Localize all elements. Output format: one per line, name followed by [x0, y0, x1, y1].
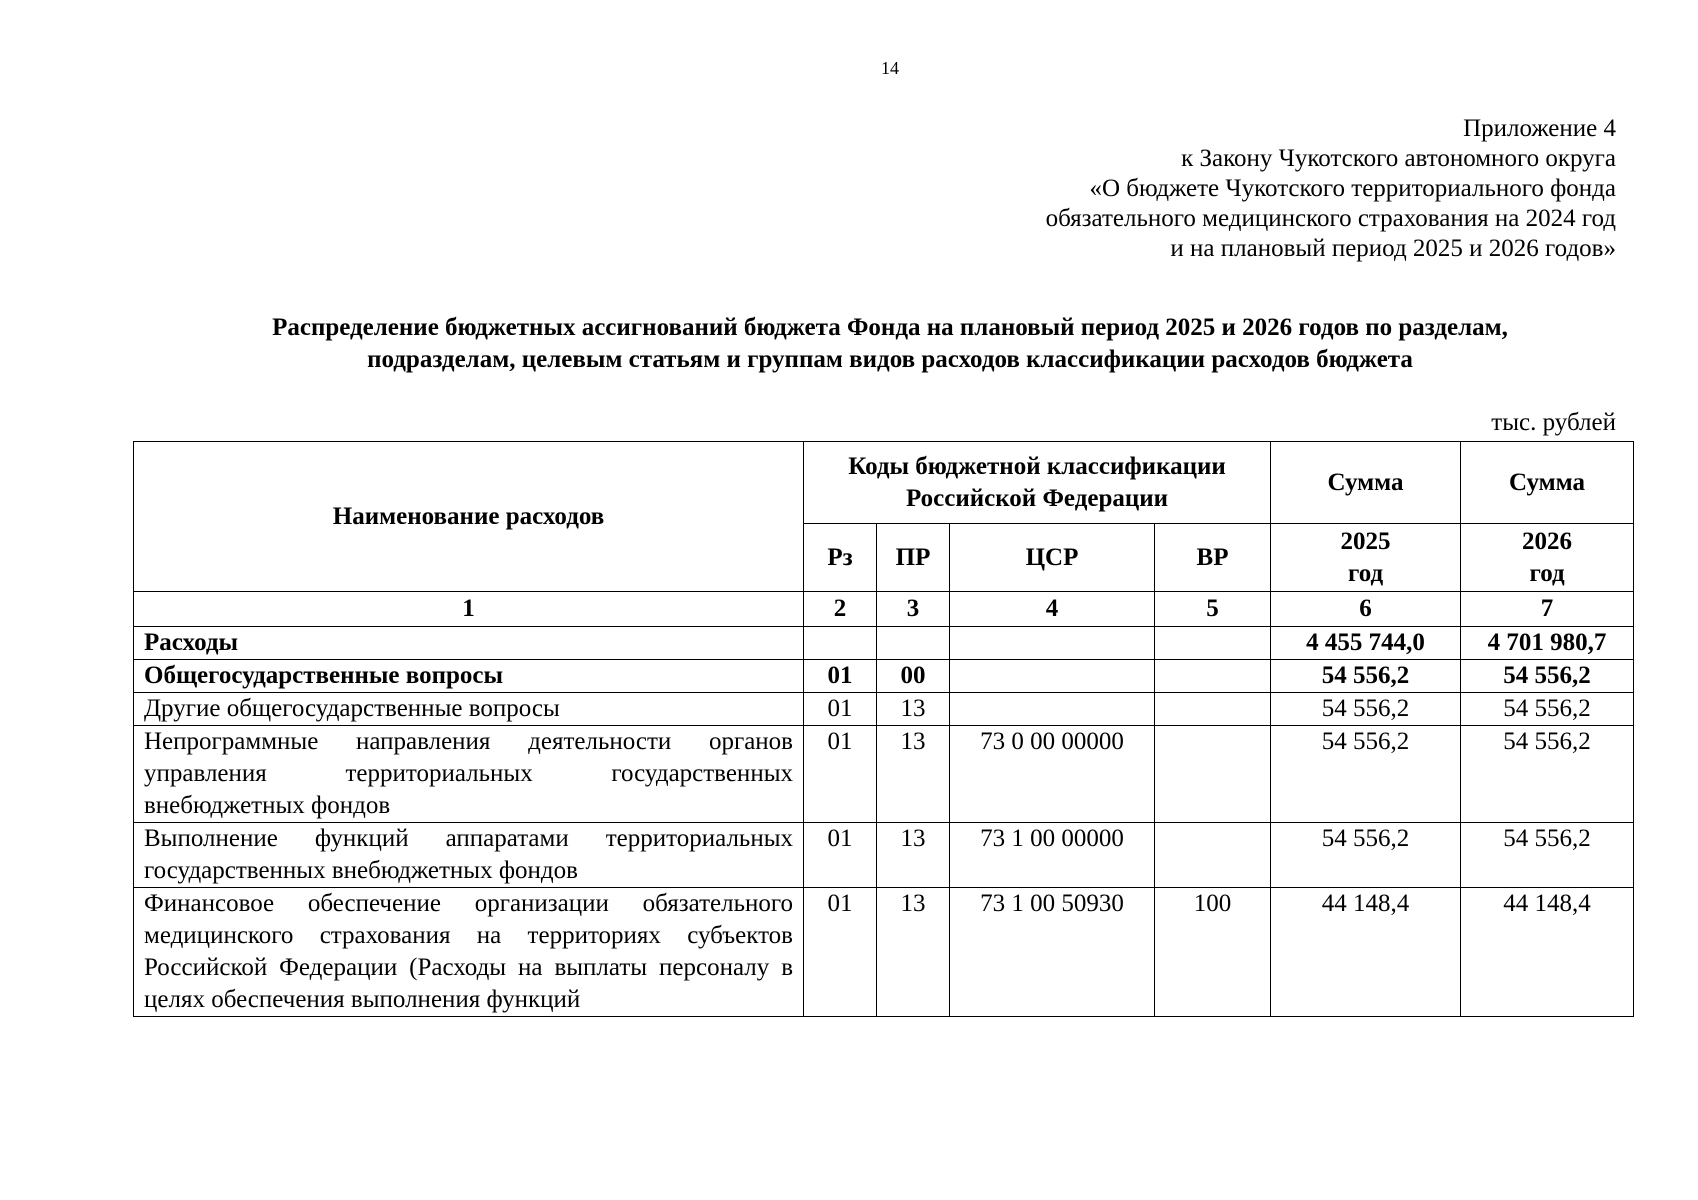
row-rz: 01: [804, 823, 877, 888]
row-rz: 01: [804, 693, 877, 726]
column-number: 7: [1461, 592, 1634, 627]
row-pr: [877, 627, 950, 660]
units-label: тыс. рублей: [1491, 409, 1616, 436]
row-amount-2025: 54 556,2: [1271, 823, 1461, 888]
row-amount-2025: 44 148,4: [1271, 888, 1461, 1017]
row-amount-2025: 4 455 744,0: [1271, 627, 1461, 660]
row-csr: 73 1 00 00000: [950, 823, 1155, 888]
table-row: [134, 660, 1634, 693]
row-csr: 73 1 00 50930: [950, 888, 1155, 1017]
column-number: 4: [950, 592, 1155, 627]
table-row: [134, 693, 1634, 726]
row-vr: [1155, 627, 1271, 660]
row-vr: [1155, 726, 1271, 823]
row-name: Финансовое обеспечение организации обязательного медицинского страхования на территориях субъектов Российской Федерации (Расходы на выплаты персоналу в целях обеспечения выполнения функций: [134, 888, 804, 1017]
row-amount-2025: 54 556,2: [1271, 693, 1461, 726]
year-line: 2025: [1340, 527, 1391, 555]
row-amount-2026: 54 556,2: [1461, 726, 1634, 823]
appendix-line: к Закону Чукотского автономного округа: [1181, 145, 1616, 172]
row-rz: [804, 627, 877, 660]
row-csr: [950, 660, 1155, 693]
header-csr: ЦСР: [950, 524, 1155, 592]
row-name: Непрограммные направления деятельности органов управления территориальных государственных внебюджетных фондов: [134, 726, 804, 823]
row-amount-2026: 54 556,2: [1461, 823, 1634, 888]
row-csr: [950, 627, 1155, 660]
row-amount-2026: 44 148,4: [1461, 888, 1634, 1017]
row-csr: 73 0 00 00000: [950, 726, 1155, 823]
table-row: [134, 888, 1634, 1017]
column-number-row: [134, 592, 1634, 627]
header-codes-line: Коды бюджетной классификации: [848, 452, 1226, 480]
column-number: 5: [1155, 592, 1271, 627]
row-amount-2026: 4 701 980,7: [1461, 627, 1634, 660]
row-pr: 13: [877, 888, 950, 1017]
title-line: Распределение бюджетных ассигнований бюджета Фонда на плановый период 2025 и 2026 годов по разделам,: [272, 314, 1508, 341]
row-name: Выполнение функций аппаратами территориальных государственных внебюджетных фондов: [134, 823, 804, 888]
header-name: Наименование расходов: [134, 442, 804, 592]
header-sum-2026: Сумма: [1461, 442, 1634, 524]
table-row: [134, 726, 1634, 823]
row-amount-2026: 54 556,2: [1461, 660, 1634, 693]
appendix-line: «О бюджете Чукотского территориального фонда: [1089, 175, 1616, 202]
header-codes-line: Российской Федерации: [905, 484, 1169, 512]
title-line: подразделам, целевым статьям и группам видов расходов классификации расходов бюджета: [367, 346, 1413, 373]
row-rz: 01: [804, 660, 877, 693]
row-amount-2026: 54 556,2: [1461, 693, 1634, 726]
row-vr: [1155, 823, 1271, 888]
row-name: Расходы: [134, 627, 804, 660]
appendix-line: Приложение 4: [1463, 115, 1616, 142]
year-line: год: [1347, 559, 1384, 587]
year-line: 2026: [1522, 527, 1573, 555]
year-line: год: [1529, 559, 1565, 587]
budget-table: [133, 441, 1634, 1017]
row-pr: 13: [877, 693, 950, 726]
header-vr: ВР: [1155, 524, 1271, 592]
row-vr: [1155, 693, 1271, 726]
document-title: [0, 312, 1698, 376]
column-number: 6: [1271, 592, 1461, 627]
table-row: [134, 823, 1634, 888]
column-number: 2: [804, 592, 877, 627]
header-pr: ПР: [877, 524, 950, 592]
row-amount-2025: 54 556,2: [1271, 660, 1461, 693]
header-year-2026: [1461, 524, 1634, 592]
column-number: 3: [877, 592, 950, 627]
header-rz: Рз: [804, 524, 877, 592]
column-number: 1: [134, 592, 804, 627]
appendix-line: и на плановый период 2025 и 2026 годов»: [1170, 235, 1616, 262]
header-codes: [804, 442, 1271, 524]
page-number: 14: [881, 58, 899, 78]
row-rz: 01: [804, 726, 877, 823]
row-csr: [950, 693, 1155, 726]
header-sum-2025: Сумма: [1271, 442, 1461, 524]
appendix-block: [1046, 114, 1616, 264]
row-name: Другие общегосударственные вопросы: [134, 693, 804, 726]
row-pr: 00: [877, 660, 950, 693]
table-row: [134, 627, 1634, 660]
row-pr: 13: [877, 823, 950, 888]
header-year-2025: [1271, 524, 1461, 592]
row-rz: 01: [804, 888, 877, 1017]
row-name: Общегосударственные вопросы: [134, 660, 804, 693]
row-amount-2025: 54 556,2: [1271, 726, 1461, 823]
appendix-line: обязательного медицинского страхования на 2024 год: [1045, 205, 1616, 232]
row-vr: [1155, 660, 1271, 693]
row-vr: 100: [1155, 888, 1271, 1017]
row-pr: 13: [877, 726, 950, 823]
